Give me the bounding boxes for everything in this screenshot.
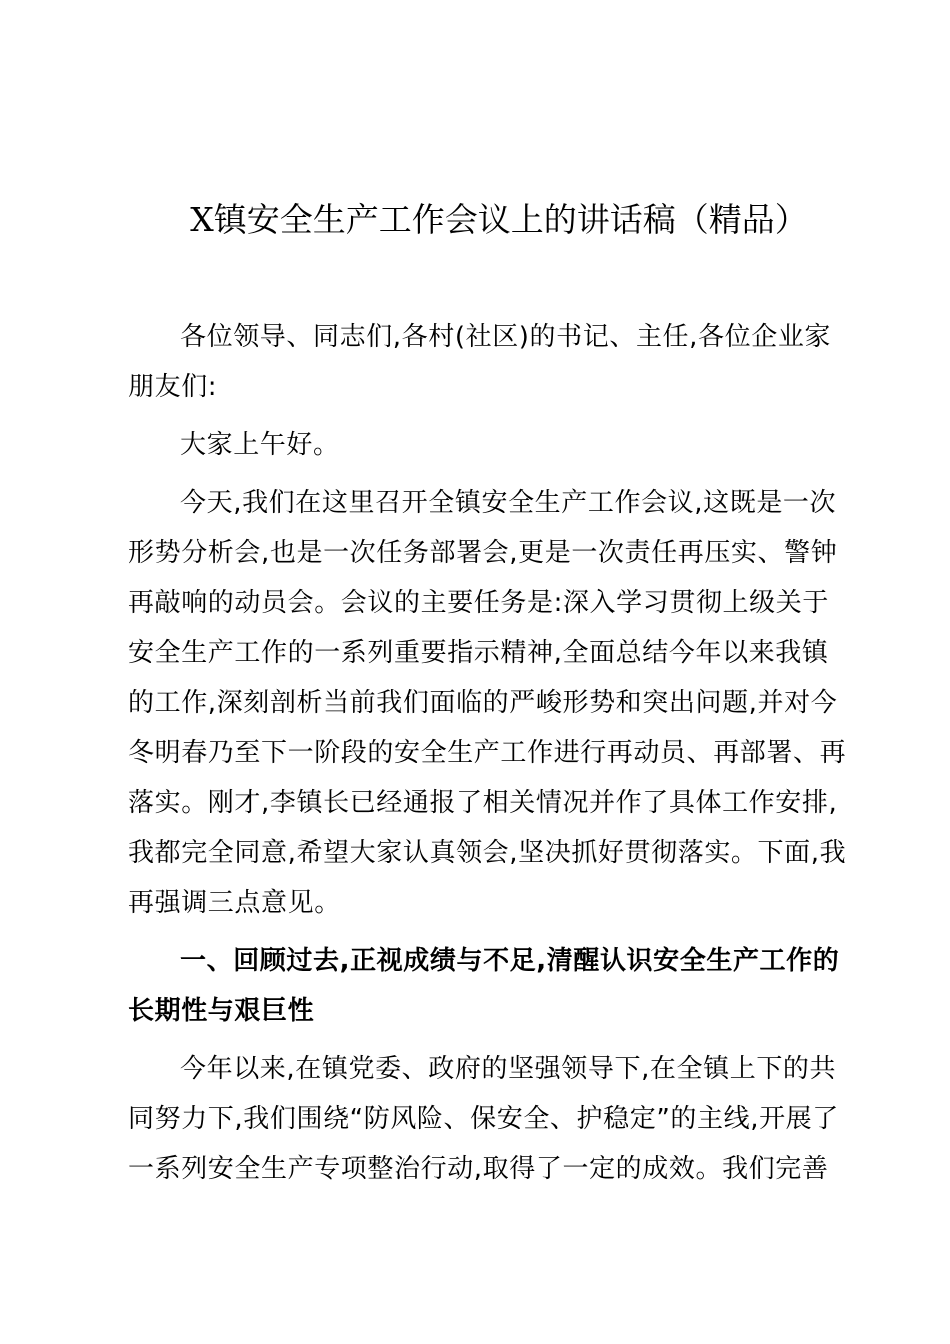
text-line: 安全生产工作的一系列重要指示精神,全面总结今年以来我镇 bbox=[128, 638, 829, 668]
text-line: 今天,我们在这里召开全镇安全生产工作会议,这既是一次 bbox=[180, 488, 837, 518]
paragraph bbox=[128, 312, 832, 412]
text-line: 朋友们: bbox=[128, 372, 218, 402]
paragraph bbox=[128, 478, 847, 928]
text-line: 我都完全同意,希望大家认真领会,坚决抓好贯彻落实。下面,我 bbox=[128, 838, 847, 868]
section-heading bbox=[128, 936, 840, 1036]
text-line: 落实。刚才,李镇长已经通报了相关情况并作了具体工作安排, bbox=[128, 788, 838, 818]
text-line: 再敲响的动员会。会议的主要任务是:深入学习贯彻上级关于 bbox=[128, 588, 829, 618]
text-line: 今年以来,在镇党委、政府的坚强领导下,在全镇上下的共 bbox=[180, 1054, 837, 1084]
text-line: 各位领导、同志们,各村(社区)的书记、主任,各位企业家 bbox=[180, 322, 832, 352]
document-title: X镇安全生产工作会议上的讲话稿（精品） bbox=[190, 200, 808, 239]
text-line: 的工作,深刻剖析当前我们面临的严峻形势和突出问题,并对今 bbox=[128, 688, 838, 718]
text-line: 再强调三点意见。 bbox=[128, 888, 341, 918]
text-line: 长期性与艰巨性 bbox=[128, 996, 315, 1026]
paragraph bbox=[128, 1044, 839, 1194]
text-line: 一系列安全生产专项整治行动,取得了一定的成效。我们完善 bbox=[128, 1154, 829, 1184]
paragraph bbox=[128, 420, 820, 470]
text-line: 大家上午好。 bbox=[180, 430, 340, 460]
text-line: 形势分析会,也是一次任务部署会,更是一次责任再压实、警钟 bbox=[128, 538, 838, 568]
text-line: 一、回顾过去,正视成绩与不足,清醒认识安全生产工作的 bbox=[180, 946, 840, 976]
document-body bbox=[128, 312, 847, 1202]
text-line: 冬明春乃至下一阶段的安全生产工作进行再动员、再部署、再 bbox=[128, 738, 847, 768]
text-line: 同努力下,我们围绕“防风险、保安全、护稳定”的主线,开展了 bbox=[128, 1104, 839, 1134]
